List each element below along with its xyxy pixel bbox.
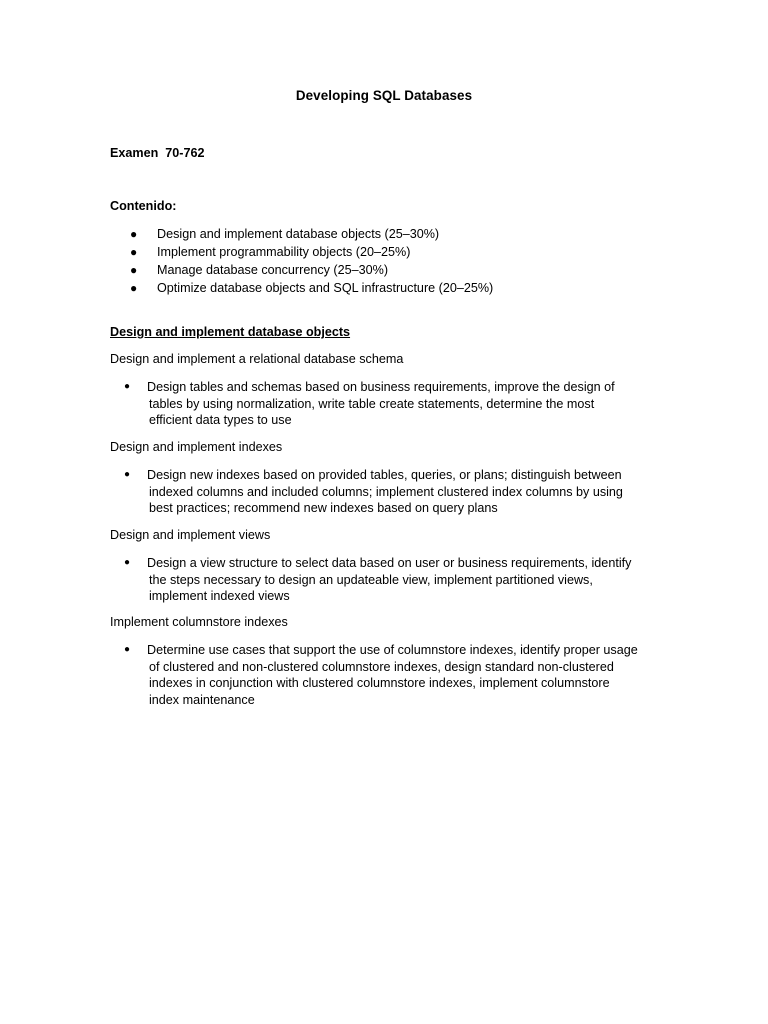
text-line: Design tables and schemas based on business requirements, improve the design of: [147, 380, 615, 394]
bullet-icon: ●: [130, 227, 138, 241]
subsection-item-text: [147, 467, 667, 517]
text-line: the steps necessary to design an updateable view, implement partitioned views,: [149, 572, 593, 587]
contents-item: [110, 243, 493, 261]
subsection-item-text: [147, 555, 667, 605]
document-title: Developing SQL Databases: [295, 88, 473, 103]
contents-item: [110, 279, 493, 297]
bullet-icon: ●: [130, 263, 138, 277]
text-line: best practices; recommend new indexes based on query plans: [149, 501, 498, 515]
text-line: tables by using normalization, write table create statements, determine the most: [149, 396, 595, 411]
subsection-title: Design and implement a relational database schema: [110, 352, 404, 366]
bullet-icon: ●: [124, 469, 131, 480]
text-line: efficient data types to use: [149, 413, 292, 427]
contents-item-label: Design and implement database objects (25–30%): [157, 227, 440, 241]
text-line: Design new indexes based on provided tables, queries, or plans; distinguish between: [147, 468, 622, 482]
subsection-item-text: [147, 379, 667, 429]
text-line: Design a view structure to select data based on user or business requirements, identify: [147, 556, 632, 570]
bullet-icon: ●: [130, 281, 138, 295]
bullet-icon: ●: [124, 644, 131, 655]
bullet-icon: ●: [130, 245, 138, 259]
bullet-icon: ●: [124, 381, 131, 392]
contents-item-label: Optimize database objects and SQL infrastructure (20–25%): [157, 281, 494, 295]
text-line: index maintenance: [149, 692, 255, 707]
contents-item: [110, 261, 493, 279]
subsection-item-text: [147, 642, 667, 708]
text-line: of clustered and non-clustered columnstore indexes, design standard non-clustered: [149, 659, 614, 674]
contents-item-label: Implement programmability objects (20–25%): [157, 245, 411, 259]
exam-code: Examen 70-762: [110, 146, 205, 160]
contents-item-label: Manage database concurrency (25–30%): [157, 263, 389, 277]
bullet-icon: ●: [124, 557, 131, 568]
text-line: implement indexed views: [149, 589, 290, 603]
section-heading: Design and implement database objects: [110, 325, 351, 339]
contents-label: Contenido:: [110, 199, 177, 213]
subsection-title: Design and implement views: [110, 528, 271, 542]
text-line: indexed columns and included columns; implement clustered index columns by using: [149, 484, 623, 499]
text-line: indexes in conjunction with clustered columnstore indexes, implement columnstore: [149, 676, 610, 690]
text-line: Determine use cases that support the use of columnstore indexes, identify proper usage: [147, 643, 638, 657]
contents-list: [110, 225, 493, 297]
contents-item: [110, 225, 493, 243]
subsection-title: Design and implement indexes: [110, 440, 283, 454]
subsection-title: Implement columnstore indexes: [110, 615, 288, 629]
